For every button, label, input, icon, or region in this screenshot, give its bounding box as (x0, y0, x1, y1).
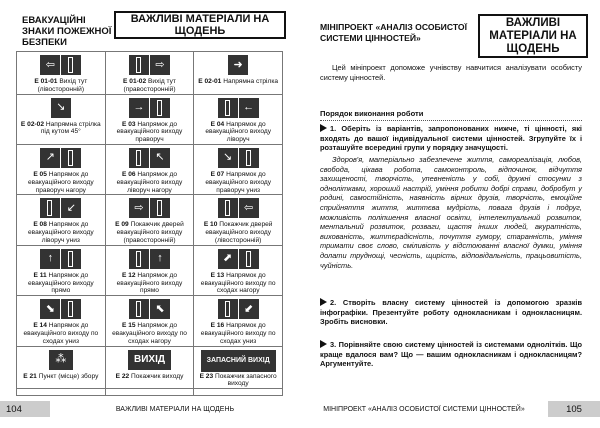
exit-left-down-icon: ↙ (61, 198, 81, 218)
door-icon (218, 299, 238, 319)
section-heading: Порядок виконання роботи (320, 109, 582, 121)
sign-cell: ⇨ E 09 Покажчик дверей евакуаційного виходу (правосторонній) (106, 195, 195, 245)
stairs-down-icon: ⬋ (239, 299, 259, 319)
footer-left: ВАЖЛИВІ МАТЕРІАЛИ НА ЩОДЕНЬ (50, 401, 300, 417)
sign-cell: ↑ E 11 Напрямок до евакуаційного виходу прямо (17, 246, 106, 296)
door-icon (61, 299, 81, 319)
right-section-title: МІНІПРОЕКТ «АНАЛІЗ ОСОБИСТОЇ СИСТЕМИ ЦІННОСТЕЙ» (320, 22, 467, 43)
door-icon (129, 55, 149, 75)
emergency-exit-text-sign: ЗАПАСНИЙ ВИХІД (201, 350, 276, 372)
sign-cell: ↗ E 05 Напрямок до евакуаційного виходу праворуч нагору (17, 145, 106, 195)
exit-text-sign: ВИХІД (128, 350, 171, 370)
running-man-left-icon: ⇦ (40, 55, 60, 75)
sign-grid (16, 51, 283, 396)
door-icon (129, 148, 149, 168)
sign-cell: ↑ E 12 Напрямок до евакуаційного виходу прямо (106, 246, 195, 296)
door-icon (129, 249, 149, 269)
task-2: 2. Створіть власну систему цінностей із допомогою зразків інфографіки. Презентуйте роботу однокласникам і однокласницям. Зробіть висновки. (320, 298, 582, 327)
sign-cell: ⇦ E 10 Покажчик дверей евакуаційного виходу (лівосторонній) (194, 195, 283, 245)
sign-cell: ⬊ E 14 Напрямок до евакуаційного виходу по сходах униз (17, 296, 106, 346)
sign-cell: ⇦ E 01-01 Вихід тут (лівосторонній) (17, 52, 106, 95)
sign-cell: ⁂ E 21 Пункт (місце) збору (17, 347, 106, 390)
left-section-title: ЕВАКУАЦІЙНІ ЗНАКИ ПОЖЕЖНОЇ БЕЗПЕКИ (22, 15, 112, 48)
triangle-bullet-icon (320, 124, 327, 132)
sign-cell: ↘ E 07 Напрямок до евакуаційного виходу праворуч униз (194, 145, 283, 195)
sign-cell: ↘ E 02-02 Напрямна стрілка під кутом 45° (17, 95, 106, 145)
door-icon (40, 198, 60, 218)
empty-cell (106, 389, 195, 396)
page-number-left: 104 (0, 401, 62, 417)
stairs-up-icon: ⬈ (218, 249, 238, 269)
door-icon (61, 55, 81, 75)
exit-right-down-icon: ↘ (218, 148, 238, 168)
sign-cell: ➜ E 02-01 Напрямна стрілка (194, 52, 283, 95)
task-1: 1. Оберіть із варіантів, запропонованих нижче, ті цінності, які входять до вашої індивідуальної системи цінностей. Згрупуйте їх і розташуйте всередині групи у порядку значущості. (320, 124, 582, 153)
exit-left-up-icon: ↖ (150, 148, 170, 168)
door-icon (150, 98, 170, 118)
values-list: Здоров'я, матеріально забезпечене життя, самореалізація, любов, свобода, цікава робота, самоконтроль, відпочинок, відчуття захищеності, творчість, упевненість у собі, дружні стосунки з однолітками, хороший настрій, уміння робити добрі справи, добробут у родині, самостійність, наявність вірних друзів, творчість, емоційне сприйняття життя, життєва мудрість, повага друзів і подруг, можливість поліпшення власної освіти, інтелектуальний розвиток, ментальний розвиток, розваги, щастя інших людей, акуратність, вихованість, життєрадісність, почуття гумору, старанність, уміння тримати своє слово, сміливість у відстоюванні власної думки, уміння долати труднощі, чесність, щирість, відповідальність, працьовитість, чуйність. (320, 155, 582, 270)
footer-right: МІНІПРОЕКТ «АНАЛІЗ ОСОБИСТОЇ СИСТЕМИ ЦІННОСТЕЙ» (300, 401, 548, 417)
exit-straight-icon: ↑ (150, 249, 170, 269)
empty-cell (17, 389, 106, 396)
door-right-icon: ⇨ (129, 198, 149, 218)
empty-cell (194, 389, 283, 396)
arrow-diagonal-icon: ↘ (51, 98, 71, 118)
assembly-point-icon: ⁂ (49, 350, 73, 370)
door-icon (218, 98, 238, 118)
sign-cell: ⬋ E 16 Напрямок до евакуаційного виходу по сходах униз (194, 296, 283, 346)
sign-cell: ⬉ E 15 Напрямок до евакуаційного виходу по сходах нагору (106, 296, 195, 346)
sign-cell: ↙ E 08 Напрямок до евакуаційного виходу ліворуч униз (17, 195, 106, 245)
page-number-right: 105 (548, 401, 600, 417)
exit-right-icon: → (129, 98, 149, 118)
left-header-box: ВАЖЛИВІ МАТЕРІАЛИ НА ЩОДЕНЬ (114, 11, 286, 39)
door-icon (129, 299, 149, 319)
exit-right-up-icon: ↗ (40, 148, 60, 168)
door-icon (239, 249, 259, 269)
sign-cell: ↖ E 06 Напрямок до евакуаційного виходу ліворуч нагору (106, 145, 195, 195)
sign-cell: → E 03 Напрямок до евакуаційного виходу праворуч (106, 95, 195, 145)
stairs-up-icon: ⬉ (150, 299, 170, 319)
door-icon (218, 198, 238, 218)
task-3: 3. Порівняйте свою систему цінностей із системами однолітків. Що краще вдалося вам? Що — вашим однокласникам і однокласницям? Аргументуйте. (320, 340, 582, 369)
door-icon (150, 198, 170, 218)
stairs-down-icon: ⬊ (40, 299, 60, 319)
sign-cell: ЗАПАСНИЙ ВИХІД E 23 Покажчик запасного виходу (194, 347, 283, 390)
door-icon (61, 249, 81, 269)
sign-cell: ← E 04 Напрямок до евакуаційного виходу ліворуч (194, 95, 283, 145)
sign-cell: ВИХІД E 22 Покажчик виходу (106, 347, 195, 390)
triangle-bullet-icon (320, 298, 327, 306)
arrow-right-icon: ➜ (228, 55, 248, 75)
right-header-box: ВАЖЛИВІ МАТЕРІАЛИ НА ЩОДЕНЬ (478, 14, 588, 58)
exit-left-icon: ← (239, 98, 259, 118)
running-man-right-icon: ⇨ (150, 55, 170, 75)
intro-paragraph: Цей мініпроект допоможе учнівству навчитися аналізувати особисту систему цінностей. (320, 63, 582, 82)
door-left-icon: ⇦ (239, 198, 259, 218)
sign-cell: ⬈ E 13 Напрямок до евакуаційного виходу по сходах нагору (194, 246, 283, 296)
sign-cell: ⇨ E 01-02 Вихід тут (правосторонній) (106, 52, 195, 95)
triangle-bullet-icon (320, 340, 327, 348)
door-icon (239, 148, 259, 168)
door-icon (61, 148, 81, 168)
exit-straight-icon: ↑ (40, 249, 60, 269)
